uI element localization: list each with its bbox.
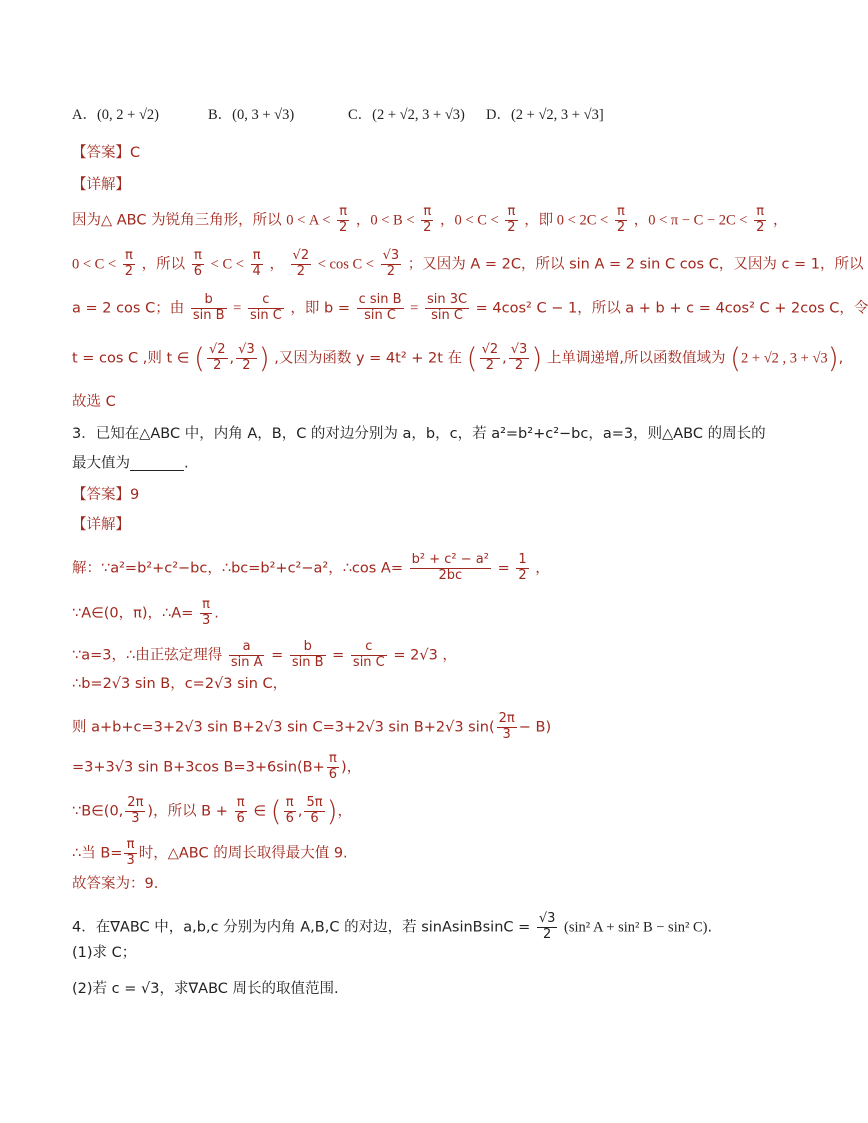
fraction: $\frac{\text{c sin B}}{\text{sin C}}$: [358, 292, 402, 323]
q2-detail-line-2: 0 < C < $\frac{\pi}{2}$ ，所以 $\frac{\pi}{6}$ < C < $\frac{\pi}{4}$ ， $\frac{√2}{2}$ < cos C < $\frac{√3}{2}$ ；又因为 A = 2C，所以 sin A = 2 sin C cos C，又因为 c = 1，所以: [72, 248, 864, 279]
answer-value: 9: [130, 487, 140, 503]
q4-part-1: (1)求 C；: [72, 945, 137, 961]
q3-solution-line-7: ∵B∈(0, $\frac{2\pi}{3}$ )，所以 B + $\frac{\pi}{6}$ ∈ ( $\frac{\pi}{6}$ , $\frac{5\pi}{6}$ )，: [72, 794, 353, 828]
q3-solution-line-1: 解：∵a²=b²+c²−bc，∴bc=b²+c²−a²，∴cos A= $\frac{\text{b² + c² − a²}}{2bc}$ = $\frac{1}{2}$ ，: [72, 552, 550, 583]
q3-solution-line-5: 则 a+b+c=3+2√3 sin B+2√3 sin C=3+2√3 sin B+2√3 sin( $\frac{2\pi}{3}$ − B): [72, 711, 552, 742]
fraction: $\frac{√2}{2}$: [292, 248, 310, 279]
q3-solution-line-6: =3+3√3 sin B+3cos B=3+6sin(B+ $\frac{\pi}{6}$ )，: [72, 751, 362, 782]
fraction: $\frac{b}{\text{sin B}}$: [192, 292, 225, 323]
q3-solution-line-8: ∴当 B= $\frac{\pi}{3}$ 时，△ABC 的周长取得最大值 9.: [72, 837, 348, 868]
answer-line-q3: [72, 488, 139, 503]
fraction: $\frac{c}{\text{sin C}}$: [249, 292, 282, 323]
fraction: $\frac{\pi}{6}$: [328, 751, 338, 782]
fraction: $\frac{2\pi}{3}$: [498, 711, 515, 742]
fraction: $\frac{\pi}{2}$: [124, 248, 134, 279]
q3-final-answer: 故答案为：9.: [72, 876, 159, 892]
fraction: $\frac{\pi}{3}$: [201, 597, 211, 628]
fraction: $\frac{\pi}{2}$: [423, 204, 432, 235]
option-a: A．(0, 2 + √2): [72, 107, 160, 123]
fraction: $\frac{√3}{2}$: [238, 342, 255, 373]
detail-tag-q2: 【详解】: [72, 177, 130, 193]
fraction: $\frac{b}{\text{sin B}}$: [291, 639, 324, 670]
fraction: $\frac{2\pi}{3}$: [127, 795, 144, 826]
q2-detail-line-1: 因为△ ABC 为锐角三角形，所以 0 < A < $\frac{\pi}{2}$ ，0 < B < $\frac{\pi}{2}$ ，0 < C < $\frac{\pi}{2}$ ，即 0 < 2C < $\frac{\pi}{2}$ ，0 < π − C − 2C < $\frac{\pi}{2}$ ，: [72, 204, 788, 235]
q2-detail-line-4: t = cos C ,则 t ∈ ( $\frac{√2}{2}$ , $\frac{√3}{2}$ ) ,又因为函数 y = 4t² + 2t 在 ( $\frac{√2}{2}$ , $\frac{√3}{2}$ ) 上单调递增,所以函数值域为 (2 + √2 , 3 + √3),: [72, 341, 844, 375]
answer-blank: [130, 456, 184, 471]
fraction: $\frac{√2}{2}$: [481, 342, 499, 373]
fraction: $\frac{√2}{2}$: [208, 342, 226, 373]
fraction: $\frac{\pi}{3}$: [126, 837, 135, 868]
fraction: $\frac{\pi}{4}$: [252, 248, 261, 279]
fraction: $\frac{1}{2}$: [518, 552, 527, 583]
fraction: $\frac{c}{\text{sin C}}$: [352, 639, 385, 670]
fraction: $\frac{a}{\text{sin A}}$: [230, 639, 263, 670]
option-c: C．(2 + √2, 3 + √3): [348, 107, 465, 123]
q3-solution-line-4: ∴b=2√3 sin B，c=2√3 sin C，: [72, 676, 288, 692]
fraction: $\frac{5\pi}{6}$: [306, 795, 323, 826]
fraction: $\frac{\pi}{6}$: [285, 795, 294, 826]
q4-part-2: (2)若 c = √3，求∇ABC 周长的取值范围.: [72, 981, 339, 997]
option-d: D．(2 + √2, 3 + √3]: [486, 107, 604, 123]
fraction: $\frac{√3}{2}$: [382, 248, 400, 279]
fraction: $\frac{\pi}{2}$: [616, 204, 626, 235]
fraction: $\frac{\sin 3C}{\text{sin C}}$: [426, 292, 468, 323]
detail-tag-q3: 【详解】: [72, 517, 130, 533]
fraction: $\frac{\pi}{6}$: [236, 795, 245, 826]
fraction: $\frac{\pi}{2}$: [507, 204, 516, 235]
answer-tag: 【答案】: [72, 487, 130, 503]
answer-value: C: [130, 145, 141, 161]
fraction: $\frac{\text{b² + c² − a²}}{2bc}$: [411, 552, 489, 583]
q3-stem-line-1: 3．已知在△ABC 中，内角 A，B，C 的对边分别为 a，b，c，若 a²=b²+c²−bc，a=3，则△ABC 的周长的: [72, 426, 766, 442]
q3-solution-line-3: ∵a=3，∴由正弦定理得 $\frac{a}{\text{sin A}}$ = $\frac{b}{\text{sin B}}$ = $\frac{c}{\text{sin C}}$ = 2√3 ，: [72, 639, 457, 670]
q3-solution-line-2: ∵A∈(0，π)，∴A= $\frac{\pi}{3}$ .: [72, 597, 219, 628]
fraction: $\frac{\pi}{2}$: [338, 204, 348, 235]
fraction: $\frac{√3}{2}$: [538, 911, 556, 942]
q2-detail-line-3: a = 2 cos C；由 $\frac{b}{\text{sin B}}$ = $\frac{c}{\text{sin C}}$ ，即 b = $\frac{\text{c sin B}}{\text{sin C}}$ = $\frac{\sin 3C}{\text{sin C}}$ = 4cos² C − 1，所以 a + b + c = 4cos² C + 2cos C，令: [72, 292, 868, 323]
q4-stem: 4．在∇ABC 中，a,b,c 分别为内角 A,B,C 的对边，若 sinAsinBsinC = $\frac{√3}{2}$ (sin² A + sin² B − sin² C).: [72, 911, 713, 942]
fraction: $\frac{\pi}{2}$: [756, 204, 765, 235]
q2-conclusion: 故选 C: [72, 394, 116, 410]
answer-line-q2: [72, 146, 140, 161]
option-b: B．(0, 3 + √3): [208, 107, 295, 123]
fraction: $\frac{\pi}{6}$: [193, 248, 203, 279]
answer-tag: 【答案】: [72, 145, 130, 161]
fraction: $\frac{√3}{2}$: [510, 342, 528, 373]
q3-stem-line-2: 最大值为 .: [72, 455, 189, 472]
